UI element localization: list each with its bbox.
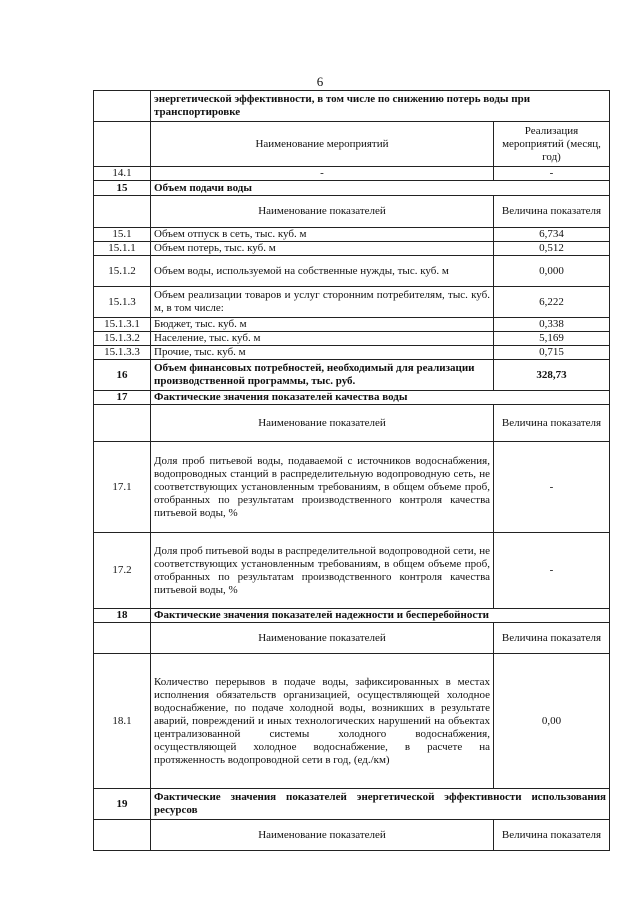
row-number: 15.1.3	[94, 287, 151, 318]
section-19-header-row	[94, 820, 610, 851]
row-value: -	[494, 442, 610, 533]
section-17-header-row	[94, 405, 610, 442]
page-number: 6	[316, 74, 324, 89]
program-table	[93, 90, 610, 851]
column-header-value: Величина показателя	[494, 196, 610, 228]
row-value: 0,338	[494, 318, 610, 332]
row-number: 15.1.3.2	[94, 332, 151, 346]
section-18-header-row	[94, 623, 610, 654]
column-header-name: Наименование показателей	[151, 196, 494, 228]
table-row	[94, 242, 610, 256]
row-number: 15.1	[94, 228, 151, 242]
table-row	[94, 533, 610, 609]
column-header-value: Реализация мероприятий (месяц, год)	[494, 122, 610, 167]
row-value: 5,169	[494, 332, 610, 346]
table-row	[94, 287, 610, 318]
section-number: 17	[94, 391, 151, 405]
section-18-title: Фактические значения показателей надежности и бесперебойности	[151, 609, 610, 623]
row-name: Доля проб питьевой воды, подаваемой с источников водоснабжения, водопроводных станций в распределительную водопроводную сеть, не соответствующих установленным требованиям, в общем объеме проб, отобранных по результатам производственного контроля качества питьевой воды, %	[151, 442, 494, 533]
section-number: 15	[94, 181, 151, 196]
section-number: 19	[94, 789, 151, 820]
row-name: Доля проб питьевой воды в распределительной водопроводной сети, не соответствующих установленным требованиям, в общем объеме проб, отобранных по результатам производственного контроля качества питьевой воды, %	[151, 533, 494, 609]
section-15-title-row	[94, 181, 610, 196]
column-header-value: Величина показателя	[494, 405, 610, 442]
row-name: Объем реализации товаров и услуг сторонним потребителям, тыс. куб. м, в том числе:	[151, 287, 494, 318]
table-row	[94, 346, 610, 360]
section-19-title: Фактические значения показателей энергетической эффективности использования ресурсов	[151, 789, 610, 820]
column-header-name: Наименование показателей	[151, 820, 494, 851]
row-name: Объем отпуск в сеть, тыс. куб. м	[151, 228, 494, 242]
table-row	[94, 256, 610, 287]
row-number: 17.1	[94, 442, 151, 533]
section-16-title: Объем финансовых потребностей, необходимый для реализации производственной программы, тыс. руб.	[151, 360, 494, 391]
section-15-title: Объем подачи воды	[151, 181, 610, 196]
section-17-title-row	[94, 391, 610, 405]
row-value: 6,222	[494, 287, 610, 318]
financial-value: 328,73	[494, 360, 610, 391]
column-header-name: Наименование показателей	[151, 623, 494, 654]
row-value: 0,00	[494, 654, 610, 789]
column-header-value: Величина показателя	[494, 820, 610, 851]
row-value: 6,734	[494, 228, 610, 242]
row-name: Прочие, тыс. куб. м	[151, 346, 494, 360]
section-number: 18	[94, 609, 151, 623]
row-value: 0,512	[494, 242, 610, 256]
row-name: Объем потерь, тыс. куб. м	[151, 242, 494, 256]
row-name: -	[151, 167, 494, 181]
table-row	[94, 167, 610, 181]
table-row	[94, 228, 610, 242]
row-value: -	[494, 167, 610, 181]
row-name: Бюджет, тыс. куб. м	[151, 318, 494, 332]
section-14-header-row	[94, 122, 610, 167]
row-number: 14.1	[94, 167, 151, 181]
row-number: 15.1.2	[94, 256, 151, 287]
table-row	[94, 318, 610, 332]
section-18-title-row	[94, 609, 610, 623]
section-number: 16	[94, 360, 151, 391]
section-19-title-row	[94, 789, 610, 820]
row-number: 15.1.1	[94, 242, 151, 256]
row-number: 17.2	[94, 533, 151, 609]
row-number: 15.1.3.1	[94, 318, 151, 332]
section-14-title-row	[94, 91, 610, 122]
row-value: 0,000	[494, 256, 610, 287]
table-row	[94, 654, 610, 789]
table-row	[94, 332, 610, 346]
row-name: Население, тыс. куб. м	[151, 332, 494, 346]
section-14-title: энергетической эффективности, в том числе по снижению потерь воды при транспортировке	[151, 91, 610, 122]
table-row	[94, 442, 610, 533]
row-value: -	[494, 533, 610, 609]
column-header-name: Наименование показателей	[151, 405, 494, 442]
row-number: 15.1.3.3	[94, 346, 151, 360]
column-header-name: Наименование мероприятий	[151, 122, 494, 167]
row-name: Количество перерывов в подаче воды, зафиксированных в местах исполнения обязательств организацией, осуществляющей холодное водоснабжение, по подаче холодной воды, возникших в результате аварий, повреждений и иных технологических нарушений на объектах централизованной системы холодного водоснабжения, осуществляющей холодное водоснабжение, в расчете на протяженность водопроводной сети в год, (ед./км)	[151, 654, 494, 789]
section-17-title: Фактические значения показателей качества воды	[151, 391, 610, 405]
section-16-row	[94, 360, 610, 391]
row-name: Объем воды, используемой на собственные нужды, тыс. куб. м	[151, 256, 494, 287]
section-15-header-row	[94, 196, 610, 228]
column-header-value: Величина показателя	[494, 623, 610, 654]
row-number: 18.1	[94, 654, 151, 789]
row-value: 0,715	[494, 346, 610, 360]
